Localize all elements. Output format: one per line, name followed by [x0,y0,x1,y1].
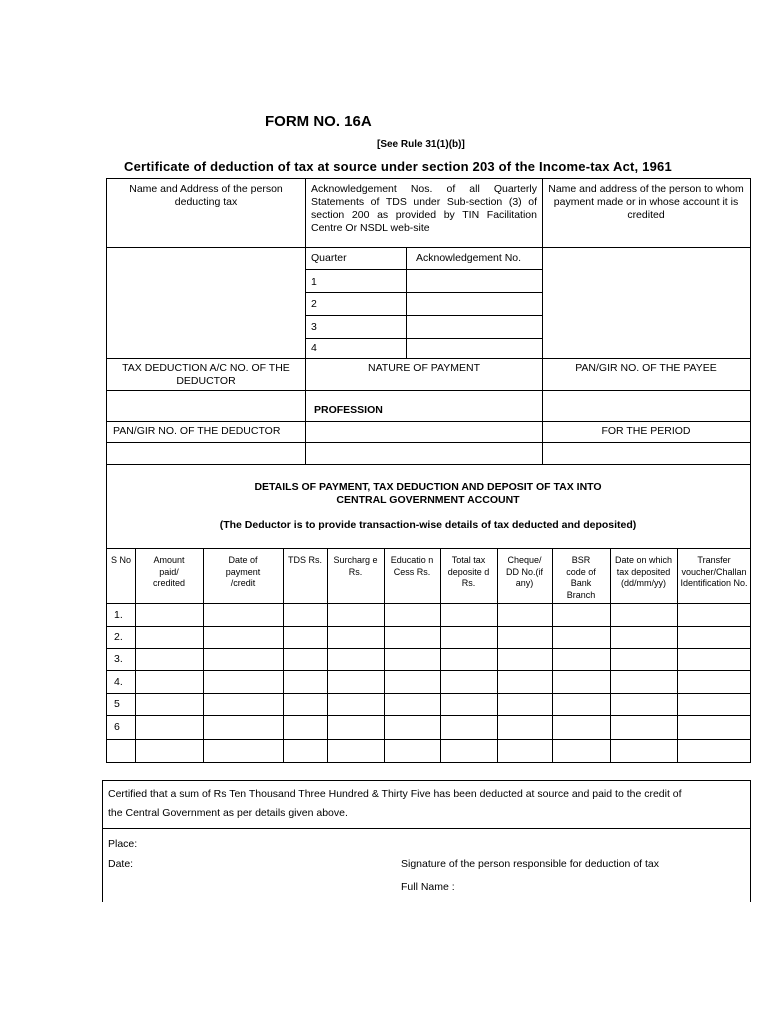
divider [106,358,751,359]
divider [305,292,542,293]
column-header: Total tax deposite d Rs. [447,555,490,588]
ack-no-header: Acknowledgement No. [416,252,522,264]
place-label: Place: [108,838,138,850]
column-header: Surcharg e Rs. [333,555,378,577]
column-header: Amount paid/ credited [152,555,186,588]
divider [106,178,751,179]
deductor-name-label: Name and Address of the person deducting tax [129,183,283,208]
divider [106,390,751,391]
full-name-label: Full Name : [401,881,455,893]
column-header: Date on which tax deposited (dd/mm/yy) [614,555,673,588]
divider [106,421,751,422]
column-header: Date of payment /credit [225,555,261,588]
details-heading-line2: CENTRAL GOVERNMENT ACCOUNT [336,494,520,506]
acknowledgement-label: Acknowledgement Nos. of all Quarterly Statements of TDS under Sub-section (3) of section 200 as provided by TIN Facilitation Centre Or NSDL web-site [311,183,537,234]
column-header: Educatio n Cess Rs. [390,555,434,577]
row-number: 4. [114,676,123,688]
payee-pan-label: PAN/GIR NO. OF THE PAYEE [575,362,717,374]
divider [610,548,611,763]
divider [102,780,751,781]
divider [102,828,751,829]
column-header: BSR code of Bank Branch [566,555,596,600]
row-number: 1. [114,609,123,621]
row-number: 3. [114,653,123,665]
divider [283,548,284,763]
divider [406,247,407,358]
divider [552,548,553,763]
quarter-number: 2 [311,298,317,310]
divider [305,269,542,270]
form-title: FORM NO. 16A [265,113,372,130]
divider [384,548,385,763]
divider [102,780,103,902]
date-label: Date: [108,858,134,870]
column-header: S No [110,555,131,565]
column-header: Transfer voucher/Challan Identification No. [680,555,748,588]
divider [497,548,498,763]
certification-text-line2: the Central Government as per details given above. [108,807,348,819]
details-note: (The Deductor is to provide transaction-wise details of tax deducted and deposited) [219,519,637,531]
divider [440,548,441,763]
row-number: 5 [114,698,120,710]
quarter-header: Quarter [311,252,347,264]
divider [106,442,751,443]
column-header: TDS Rs. [288,555,323,565]
signature-label: Signature of the person responsible for deduction of tax [401,858,659,870]
divider [106,247,751,248]
nature-of-payment-label: NATURE OF PAYMENT [367,362,480,374]
divider [750,780,751,902]
divider [106,464,751,465]
divider [305,315,542,316]
divider [305,338,542,339]
quarter-number: 1 [311,276,317,288]
certification-text-line1: Certified that a sum of Rs Ten Thousand Three Hundred & Thirty Five has been deducted at source and paid to the credit of [108,788,682,800]
divider [203,548,204,763]
divider [327,548,328,763]
nature-of-payment-value: PROFESSION [314,404,383,416]
quarter-number: 3 [311,321,317,333]
row-number: 6 [114,721,120,733]
payee-name-label: Name and address of the person to whom payment made or in whose account it is credited [548,183,744,221]
divider [135,548,136,763]
certification-text [108,785,748,823]
deductor-pan-label: PAN/GIR NO. OF THE DEDUCTOR [113,425,281,437]
tan-label: TAX DEDUCTION A/C NO. OF THE DEDUCTOR [122,362,290,387]
quarter-number: 4 [311,342,317,354]
rule-reference: [See Rule 31(1)(b)] [377,139,465,150]
form-subtitle: Certificate of deduction of tax at source under section 203 of the Income-tax Act, 1961 [124,159,672,174]
row-number: 2. [114,631,123,643]
column-header: Cheque/ DD No.(if any) [505,555,543,588]
period-label: FOR THE PERIOD [601,425,691,437]
details-heading [110,481,746,507]
divider [106,464,107,763]
details-heading-line1: DETAILS OF PAYMENT, TAX DEDUCTION AND DEPOSIT OF TAX INTO [254,481,602,493]
divider [750,464,751,763]
